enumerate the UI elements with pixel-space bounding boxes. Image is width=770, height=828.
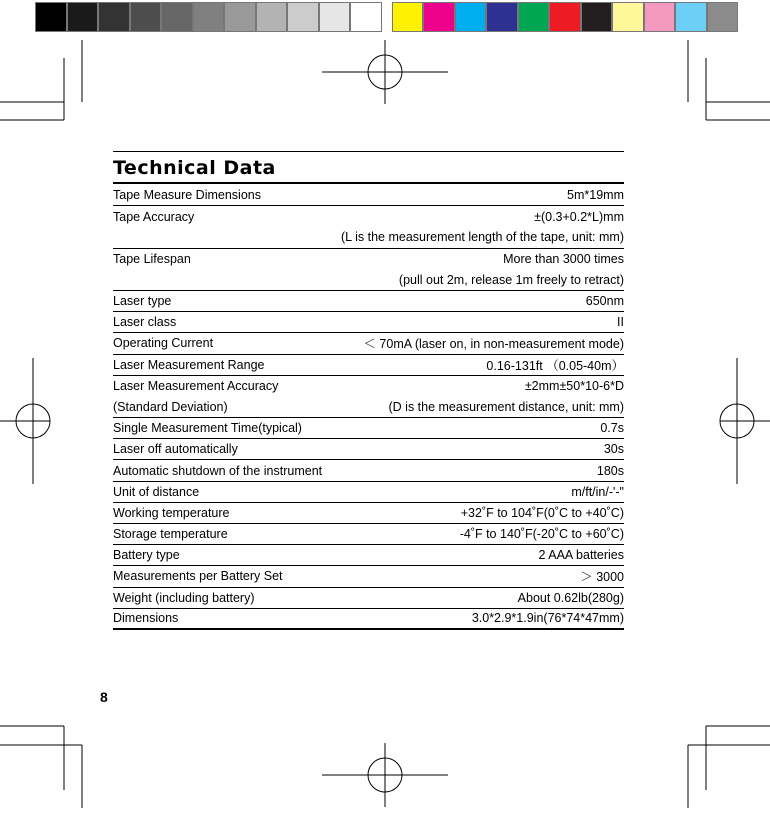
spec-row [113,291,624,312]
spec-label: Unit of distance [113,484,200,499]
spec-value: 3.0*2.9*1.9in(76*74*47mm) [471,611,624,626]
spec-label: Single Measurement Time(typical) [113,421,302,436]
spec-row [113,333,624,354]
spec-value: +32˚F to 104˚F(0˚C to +40˚C) [460,505,624,520]
spec-label: Laser off automatically [113,442,238,457]
spec-label: Battery type [113,548,180,563]
spec-label: Measurements per Battery Set [113,569,283,584]
spec-label: Laser type [113,294,172,309]
spec-label: Weight (including battery) [113,590,255,605]
spec-label: Working temperature [113,505,230,520]
spec-label: Automatic shutdown of the instrument [113,463,323,478]
spec-value: More than 3000 times [503,252,624,267]
spec-value: m/ft/in/-'-" [571,484,624,499]
spec-row [113,227,624,248]
spec-value: 0.16-131ft （0.05-40m） [486,358,624,373]
spec-value: About 0.62lb(280g) [517,590,624,605]
spec-value: 5m*19mm [567,188,624,203]
spec-row [113,588,624,609]
spec-value: -4˚F to 140˚F(-20˚C to +60˚C) [459,527,624,542]
spec-row [113,376,624,397]
spec-label: Dimensions [113,611,179,626]
section-title: Technical Data [113,152,624,184]
spec-row [113,524,624,545]
spec-value: ＞ 3000 [580,570,624,585]
spec-value: (D is the measurement distance, unit: mm) [388,399,624,414]
spec-row [113,503,624,524]
spec-row [113,609,624,630]
spec-row [113,482,624,503]
spec-label: Operating Current [113,336,214,351]
technical-data-section [113,151,624,630]
spec-label: Tape Lifespan [113,252,191,267]
spec-value: 0.7s [600,421,624,436]
spec-row [113,397,624,418]
spec-value: 2 AAA batteries [538,548,624,563]
spec-row [113,418,624,439]
spec-label: Laser Measurement Accuracy [113,379,279,394]
spec-label: (Standard Deviation) [113,399,228,414]
spec-row [113,185,624,206]
spec-label: Tape Accuracy [113,209,195,224]
spec-row [113,312,624,333]
spec-value: II [617,315,624,330]
spec-row [113,545,624,566]
spec-row [113,249,624,270]
spec-label: Storage temperature [113,527,228,542]
spec-value: (pull out 2m, release 1m freely to retract) [398,272,624,287]
spec-row [113,206,624,227]
spec-value: ±(0.3+0.2*L)mm [534,209,624,224]
spec-row [113,355,624,376]
spec-row [113,439,624,460]
spec-row [113,566,624,587]
spec-value: 650nm [585,294,624,309]
spec-row [113,270,624,291]
spec-value: (L is the measurement length of the tape, unit: mm) [340,230,624,245]
spec-value: ＜ 70mA (laser on, in non-measurement mode) [363,337,624,352]
spec-label: Tape Measure Dimensions [113,188,261,203]
spec-value: 30s [603,442,624,457]
spec-row [113,460,624,481]
spec-value: ±2mm±50*10-6*D [524,379,624,394]
spec-value: 180s [596,463,624,478]
spec-label: Laser class [113,315,177,330]
page-number: 8 [100,689,108,705]
spec-table [113,185,624,630]
spec-label: Laser Measurement Range [113,357,265,372]
